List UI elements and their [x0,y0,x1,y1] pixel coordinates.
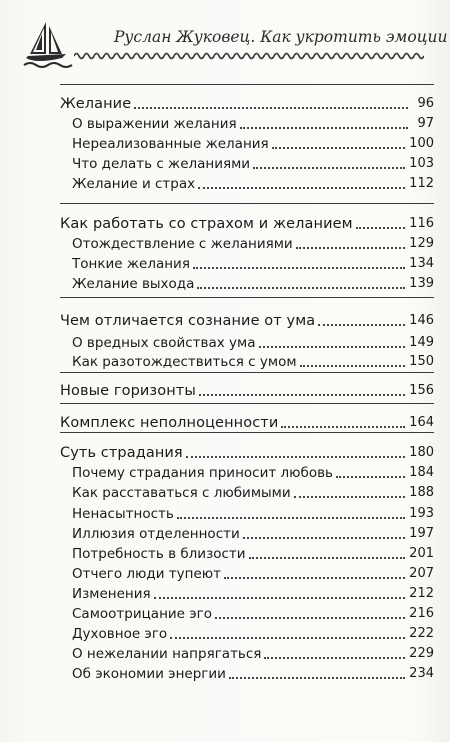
toc-section-entry [60,154,434,174]
section-divider [60,297,434,298]
dot-leader [215,617,405,619]
toc-entry-title: Отчего люди тупеют [72,566,222,582]
toc-entry-title: О нежелании напрягаться [72,646,262,662]
toc-section-entry [60,604,434,624]
toc-entry-title: Новые горизонты [60,383,196,399]
toc-page-number: 149 [409,335,434,350]
toc-page-number: 134 [409,256,434,271]
toc-chapter-entry [60,443,434,463]
toc-entry-title: Самоотрицание эго [72,606,213,622]
dot-leader [272,147,405,149]
toc-page-number: 129 [409,236,434,251]
dot-leader [198,187,405,189]
toc-entry-title: Духовное эго [72,626,168,642]
dot-leader [249,557,406,559]
toc-page-number: 150 [409,354,434,369]
dot-leader [197,287,405,289]
toc-section-entry [60,463,434,483]
toc-entry-title: Изменения [72,586,151,602]
section-divider [60,403,434,404]
toc-section-entry [60,352,434,372]
toc-page-number: 184 [409,465,434,480]
dot-leader [243,537,405,539]
toc-page-number: 188 [409,485,434,500]
dot-leader [259,346,406,348]
toc-chapter-entry [60,311,434,331]
toc-section-entry [60,234,434,254]
toc-entry-title: Потребность в близости [72,546,246,562]
toc-section-entry [60,333,434,353]
toc-entry-title: Желание [60,96,132,112]
dot-leader [224,577,405,579]
toc-section-entry [60,483,434,503]
toc-section-entry [60,174,434,194]
toc-page-number: 197 [409,526,434,541]
toc-section-entry [60,114,434,134]
toc-page-number: 146 [409,313,434,328]
toc-entry-title: Ненасытность [72,506,174,522]
dot-leader [170,637,405,639]
page-header [0,0,450,70]
toc-entry-title: Чем отличается сознание от ума [60,313,316,329]
toc-page-number: 212 [409,586,434,601]
toc-section-entry [60,644,434,664]
dot-leader [186,456,405,458]
toc-section-entry [60,544,434,564]
toc-entry-title: Об экономии энергии [72,666,226,682]
dot-leader [300,365,406,367]
dot-leader [134,107,408,109]
dot-leader [356,227,405,229]
sailboat-logo-icon [22,18,76,72]
toc-entry-title: Тонкие желания [72,256,190,272]
dot-leader [193,267,405,269]
toc-section-entry [60,274,434,294]
section-divider [60,84,434,85]
toc-section-entry [60,584,434,604]
dot-leader [336,476,405,478]
toc-entry-title: Как разотождествиться с умом [72,354,297,370]
dot-leader [240,127,408,129]
dot-leader [177,517,405,519]
toc-page-number: 207 [409,566,434,581]
toc-section-entry [60,564,434,584]
toc-page-number: 234 [409,666,434,681]
toc-page-number: 97 [417,116,434,131]
toc-page-number: 112 [409,176,434,191]
toc-chapter-entry [60,214,434,234]
dot-leader [154,597,406,599]
toc-chapter-entry [60,413,434,433]
toc-entry-title: Отождествление с желаниями [72,236,293,252]
dot-leader [281,426,405,428]
toc-entry-title: Как работать со страхом и желанием [60,216,353,232]
dot-leader [253,167,405,169]
toc-entry-title: Желание выхода [72,276,195,292]
toc-page-number: 180 [409,445,434,460]
toc-section-entry [60,624,434,644]
dot-leader [296,247,405,249]
dot-leader [294,496,406,498]
toc-entry-title: Почему страдания приносит любовь [72,465,334,481]
running-head: Руслан Жуковец. Как укротить эмоции [114,28,448,46]
toc-page-number: 100 [409,136,434,151]
section-divider [60,432,434,433]
dot-leader [229,677,405,679]
toc-page-number: 103 [409,156,434,171]
toc-page-number: 193 [409,506,434,521]
toc-chapter-entry [60,94,434,114]
section-divider [60,372,434,373]
toc-page-number: 96 [417,96,434,111]
toc-page-number: 229 [409,646,434,661]
toc-chapter-entry [60,381,434,401]
toc-section-entry [60,524,434,544]
toc-entry-title: Что делать с желаниями [72,156,251,172]
toc-entry-title: О выражении желания [72,116,237,132]
toc-entry-title: Желание и страх [72,176,196,192]
toc-section-entry [60,134,434,154]
toc-page-number: 222 [409,626,434,641]
toc-entry-title: Иллюзия отделенности [72,526,240,542]
toc-entry-title: Как расставаться с любимыми [72,485,291,501]
dot-leader [264,657,405,659]
section-divider [60,203,434,204]
toc-entry-title: Нереализованные желания [72,136,269,152]
wave-ornament [74,50,424,62]
toc-entry-title: О вредных свойствах ума [72,335,256,351]
toc-page-number: 216 [409,606,434,621]
toc-section-entry [60,504,434,524]
toc-page-number: 156 [409,383,434,398]
dot-leader [318,324,405,326]
toc-page-number: 201 [409,546,434,561]
toc-page-number: 164 [409,415,434,430]
toc-section-entry [60,664,434,684]
toc-page-number: 139 [409,276,434,291]
toc-page-number: 116 [409,216,434,231]
toc-entry-title: Суть страдания [60,445,183,461]
dot-leader [199,394,405,396]
toc-entry-title: Комплекс неполноценности [60,415,279,431]
toc-section-entry [60,254,434,274]
